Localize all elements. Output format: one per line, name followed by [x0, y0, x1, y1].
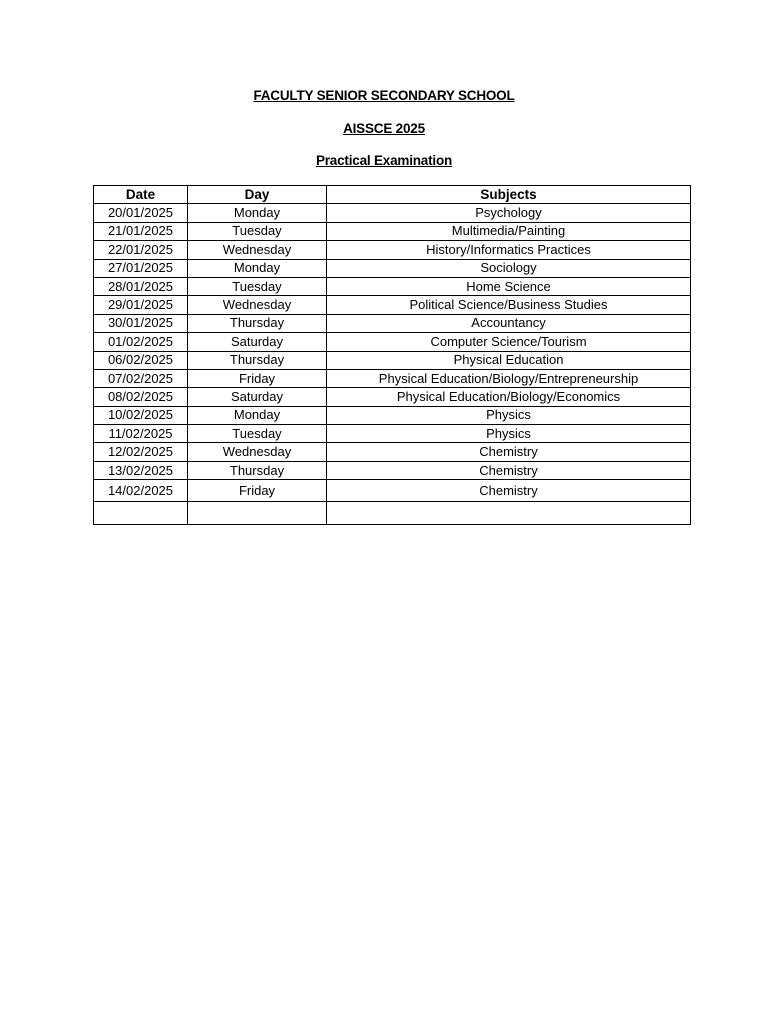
day-cell: Thursday	[188, 351, 327, 369]
table-header-row	[94, 186, 691, 204]
exam-code-title: AISSCE 2025	[343, 121, 425, 136]
table-row	[94, 480, 691, 502]
day-cell: Tuesday	[188, 222, 327, 240]
date-cell: 10/02/2025	[94, 406, 188, 424]
subjects-cell: Chemistry	[327, 443, 691, 461]
day-cell: Thursday	[188, 314, 327, 332]
table-row	[94, 277, 691, 295]
date-cell: 08/02/2025	[94, 388, 188, 406]
empty-subjects-cell	[327, 502, 691, 525]
subjects-cell: Physical Education	[327, 351, 691, 369]
subjects-column-header: Subjects	[327, 186, 691, 204]
table-row	[94, 314, 691, 332]
subjects-cell: Physics	[327, 425, 691, 443]
subjects-cell: Accountancy	[327, 314, 691, 332]
date-cell: 30/01/2025	[94, 314, 188, 332]
date-cell: 13/02/2025	[94, 461, 188, 479]
day-cell: Wednesday	[188, 443, 327, 461]
day-cell: Friday	[188, 369, 327, 387]
day-cell: Wednesday	[188, 241, 327, 259]
subjects-cell: Multimedia/Painting	[327, 222, 691, 240]
table-row	[94, 222, 691, 240]
table-row	[94, 369, 691, 387]
day-cell: Saturday	[188, 388, 327, 406]
date-cell: 07/02/2025	[94, 369, 188, 387]
exam-schedule-table	[93, 185, 691, 525]
date-cell: 28/01/2025	[94, 277, 188, 295]
day-cell: Tuesday	[188, 425, 327, 443]
date-column-header: Date	[94, 186, 188, 204]
day-cell: Thursday	[188, 461, 327, 479]
school-title: FACULTY SENIOR SECONDARY SCHOOL	[253, 88, 515, 103]
table-row	[94, 351, 691, 369]
empty-table-row	[94, 502, 691, 525]
table-row	[94, 443, 691, 461]
table-row	[94, 333, 691, 351]
empty-date-cell	[94, 502, 188, 525]
subjects-cell: Physical Education/Biology/Economics	[327, 388, 691, 406]
day-cell: Wednesday	[188, 296, 327, 314]
exam-type-title: Practical Examination	[315, 153, 453, 168]
table-row	[94, 241, 691, 259]
date-cell: 06/02/2025	[94, 351, 188, 369]
subjects-cell: Chemistry	[327, 480, 691, 502]
subjects-cell: Home Science	[327, 277, 691, 295]
table-row	[94, 406, 691, 424]
day-cell: Monday	[188, 204, 327, 222]
date-cell: 22/01/2025	[94, 241, 188, 259]
date-cell: 20/01/2025	[94, 204, 188, 222]
date-cell: 12/02/2025	[94, 443, 188, 461]
table-row	[94, 425, 691, 443]
table-row	[94, 259, 691, 277]
table-row	[94, 296, 691, 314]
subjects-cell: Sociology	[327, 259, 691, 277]
subjects-cell: Physics	[327, 406, 691, 424]
subjects-cell: Computer Science/Tourism	[327, 333, 691, 351]
subjects-cell: Political Science/Business Studies	[327, 296, 691, 314]
table-row	[94, 461, 691, 479]
date-cell: 21/01/2025	[94, 222, 188, 240]
subjects-cell: Chemistry	[327, 461, 691, 479]
subjects-cell: History/Informatics Practices	[327, 241, 691, 259]
empty-day-cell	[188, 502, 327, 525]
date-cell: 01/02/2025	[94, 333, 188, 351]
day-cell: Saturday	[188, 333, 327, 351]
date-cell: 11/02/2025	[94, 425, 188, 443]
date-cell: 14/02/2025	[94, 480, 188, 502]
table-row	[94, 388, 691, 406]
day-cell: Monday	[188, 259, 327, 277]
date-cell: 27/01/2025	[94, 259, 188, 277]
table-row	[94, 204, 691, 222]
day-cell: Monday	[188, 406, 327, 424]
day-column-header: Day	[188, 186, 327, 204]
day-cell: Tuesday	[188, 277, 327, 295]
date-cell: 29/01/2025	[94, 296, 188, 314]
subjects-cell: Psychology	[327, 204, 691, 222]
day-cell: Friday	[188, 480, 327, 502]
subjects-cell: Physical Education/Biology/Entrepreneurship	[327, 369, 691, 387]
